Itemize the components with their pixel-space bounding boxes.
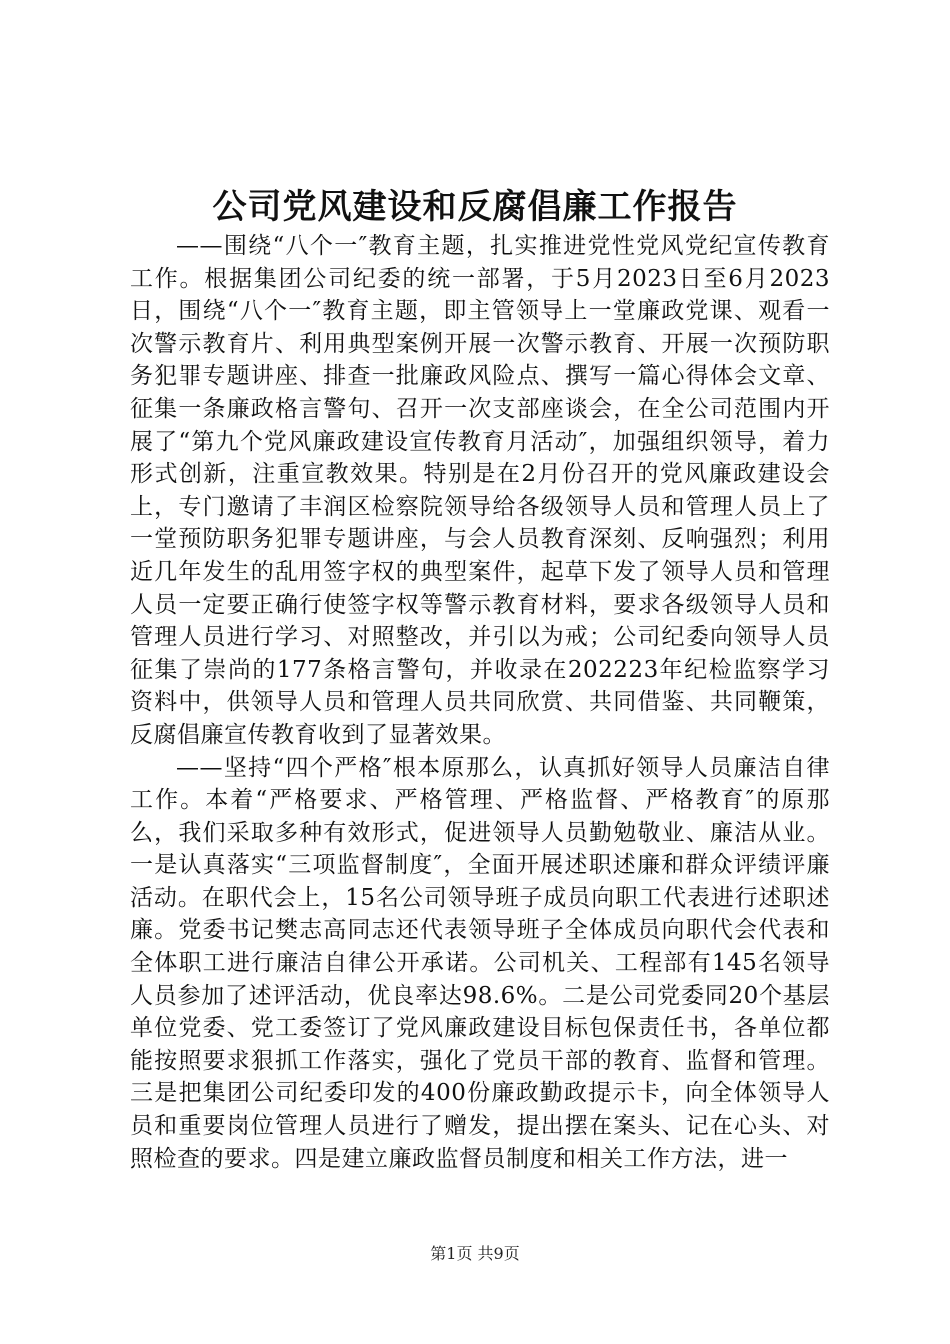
document-body (130, 230, 830, 1175)
document-title: 公司党风建设和反腐倡廉工作报告 (212, 187, 738, 227)
paragraph: ——围绕“八个一″教育主题，扎实推进党性党风党纪宣传教育工作。根据集团公司纪委的统一部署，于5月2023日至6月2023日，围绕“八个一″教育主题，即主管领导上一堂廉政党课、观看一次警示教育片、利用典型案例开展一次警示教育、开展一次预防职务犯罪专题讲座、排查一批廉政风险点、撰写一篇心得体会文章、征集一条廉政格言警句、召开一次支部座谈会，在全公司范围内开展了“第九个党风廉政建设宣传教育月活动″，加强组织领导，着力形式创新，注重宣教效果。特别是在2月份召开的党风廉政建设会上，专门邀请了丰润区检察院领导给各级领导人员和管理人员上了一堂预防职务犯罪专题讲座，与会人员教育深刻、反响强烈；利用近几年发生的乱用签字权的典型案件，起草下发了领导人员和管理人员一定要正确行使签字权等警示教育材料，要求各级领导人员和管理人员进行学习、对照整改，并引以为戒；公司纪委向领导人员征集了崇尚的177条格言警句，并收录在202223年纪检监察学习资料中，供领导人员和管理人员共同欣赏、共同借鉴、共同鞭策，反腐倡廉宣传教育收到了显著效果。 (130, 233, 830, 748)
paragraph: ——坚持“四个严格″根本原那么，认真抓好领导人员廉洁自律工作。本着“严格要求、严格管理、严格监督、严格教育″的原那么，我们采取多种有效形式，促进领导人员勤勉敬业、廉洁从业。一是认真落实“三项监督制度″，全面开展述职述廉和群众评绩评廉活动。在职代会上，15名公司领导班子成员向职工代表进行述职述廉。党委书记樊志高同志还代表领导班子全体成员向职代会代表和全体职工进行廉洁自律公开承诺。公司机关、工程部有145名领导人员参加了述评活动，优良率达98.6%。二是公司党委同20个基层单位党委、党工委签订了党风廉政建设目标包保责任书，各单位都能按照要求狠抓工作落实，强化了党员干部的教育、监督和管理。三是把集团公司纪委印发的400份廉政勤政提示卡，向全体领导人员和重要岗位管理人员进行了赠发，提出摆在案头、记在心头、对照检查的要求。四是建立廉政监督员制度和相关工作方法，进一 (130, 754, 830, 1172)
page-number: 第1页 共9页 (430, 1244, 520, 1263)
